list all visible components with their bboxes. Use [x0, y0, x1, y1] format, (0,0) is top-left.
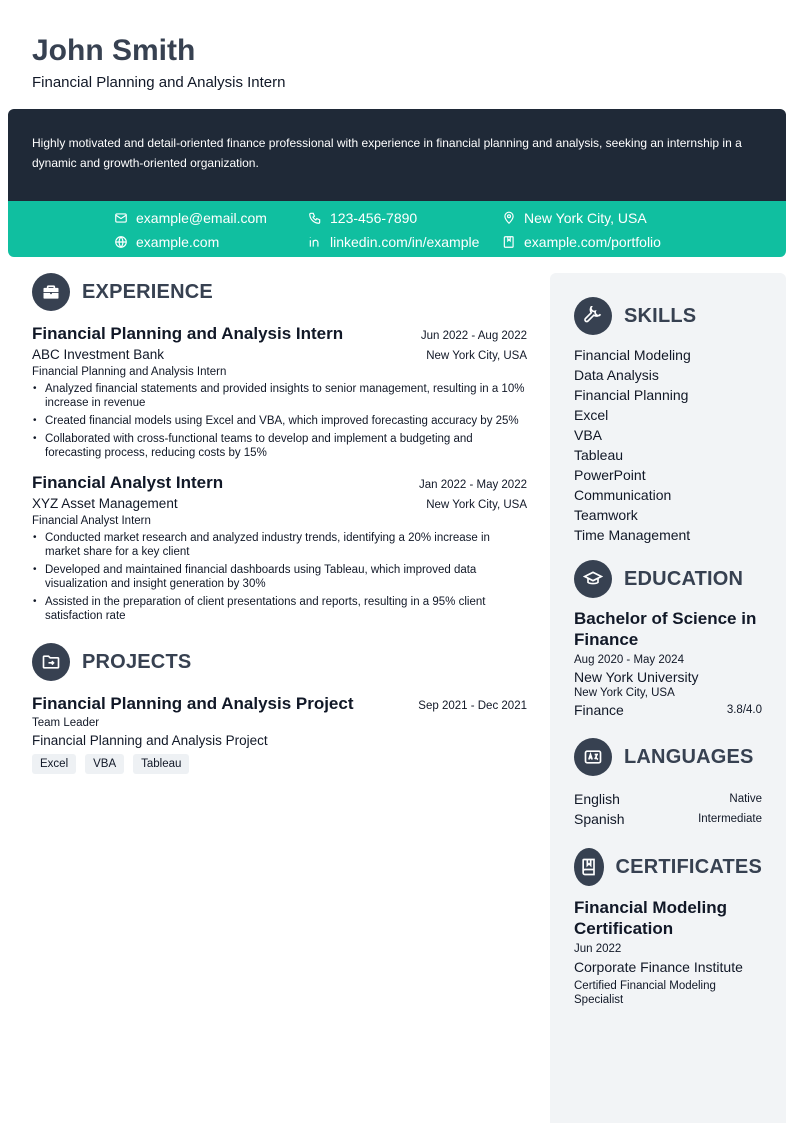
education-degree: Bachelor of Science in Finance [574, 609, 757, 649]
job-bullet: • Collaborated with cross-functional teams to develop and implement a budgeting and forecasting process, reducing costs by 15% [32, 432, 527, 460]
job-role: Financial Planning and Analysis Intern [32, 324, 344, 343]
experience-section-header [32, 273, 527, 311]
certificate-name: Financial Modeling Certification [574, 898, 728, 938]
languages-section-header [574, 738, 762, 776]
language-level: Intermediate [698, 813, 762, 825]
skill-item: PowerPoint [574, 467, 646, 483]
job-subrole: Financial Analyst Intern [32, 515, 151, 527]
education-location: New York City, USA [574, 687, 675, 699]
experience-entry [32, 324, 527, 460]
skill-item: Financial Planning [574, 387, 689, 403]
languages-title: LANGUAGES [624, 745, 754, 768]
skill-item: VBA [574, 427, 603, 443]
book-icon [574, 848, 604, 886]
certificate-date: Jun 2022 [574, 943, 622, 955]
skills-title: SKILLS [624, 304, 697, 327]
projects-title: PROJECTS [82, 650, 192, 673]
job-dates: Jun 2022 - Aug 2022 [420, 330, 527, 342]
language-name: Spanish [574, 811, 625, 827]
certificate-issuer: Corporate Finance Institute [574, 959, 743, 975]
project-tag: Tableau [133, 754, 189, 774]
summary-box [8, 109, 786, 201]
education-dates: Aug 2020 - May 2024 [574, 654, 684, 666]
job-subrole: Financial Planning and Analysis Intern [32, 366, 227, 378]
job-location: New York City, USA [426, 350, 527, 362]
job-bullet: • Analyzed financial statements and provided insights to senior management, resulting in a 10% increase in revenue [32, 382, 527, 410]
project-dates: Sep 2021 - Dec 2021 [418, 700, 527, 712]
contact-email[interactable] [114, 209, 267, 227]
job-bullet: • Created financial models using Excel and VBA, which improved forecasting accuracy by 25% [32, 414, 527, 428]
sidebar [550, 273, 786, 1123]
job-location: New York City, USA [426, 499, 527, 511]
job-company: XYZ Asset Management [32, 496, 178, 511]
experience-entry [32, 473, 527, 623]
certificates-section-header [574, 848, 762, 886]
education-school: New York University [574, 669, 699, 685]
education-field-row [574, 702, 762, 718]
summary-text: Highly motivated and detail-oriented finance professional with experience in financial planning and analysis, seeking an internship in a dynamic and growth-oriented organization. [32, 136, 742, 170]
graduation-cap-icon [574, 560, 612, 598]
candidate-title: Financial Planning and Analysis Intern [32, 74, 286, 91]
education-section-header [574, 560, 762, 598]
skill-item: Financial Modeling [574, 347, 691, 363]
job-bullet: • Conducted market research and analyzed industry trends, identifying a 20% increase in market share for a key client [32, 531, 527, 559]
job-bullets [32, 531, 527, 623]
project-role: Team Leader [32, 717, 100, 729]
language-name: English [574, 791, 620, 807]
certificates-title: CERTIFICATES [615, 855, 762, 878]
project-tags [32, 754, 527, 774]
education-gpa: 3.8/4.0 [726, 704, 762, 716]
contact-linkedin-text: linkedin.com/in/example [330, 234, 480, 250]
candidate-name: John Smith [32, 34, 196, 67]
projects-section-header [32, 643, 527, 681]
contact-email-text: example@email.com [136, 210, 267, 226]
job-company: ABC Investment Bank [32, 347, 165, 362]
portfolio-icon [502, 235, 516, 249]
job-dates: Jan 2022 - May 2022 [418, 479, 527, 491]
mail-icon [114, 211, 128, 225]
education-title: EDUCATION [624, 567, 744, 590]
job-bullet: • Assisted in the preparation of client presentations and reports, resulting in a 95% client satisfaction rate [32, 595, 527, 623]
contact-website-text: example.com [136, 234, 220, 250]
certificate-description: Certified Financial Modeling Specialist [574, 980, 716, 1006]
job-bullet: • Developed and maintained financial dashboards using Tableau, which improved data visualization and insight generation by 30% [32, 563, 527, 591]
project-tag: Excel [32, 754, 76, 774]
contact-phone-text: 123-456-7890 [330, 210, 418, 226]
skill-item: Teamwork [574, 507, 638, 523]
skill-item: Data Analysis [574, 367, 659, 383]
experience-title: EXPERIENCE [82, 280, 213, 303]
language-row [574, 789, 762, 809]
education-field: Finance [574, 702, 624, 718]
skill-item: Excel [574, 407, 609, 423]
phone-icon [308, 211, 322, 225]
contact-portfolio-text: example.com/portfolio [524, 234, 661, 250]
job-bullets [32, 382, 527, 460]
contact-website[interactable] [114, 233, 219, 251]
project-entry [32, 694, 527, 774]
skills-section-header [574, 297, 762, 335]
briefcase-icon [32, 273, 70, 311]
language-level: Native [729, 793, 762, 805]
globe-icon [114, 235, 128, 249]
skills-list [574, 345, 762, 545]
skill-item: Time Management [574, 527, 691, 543]
job-role: Financial Analyst Intern [32, 473, 224, 492]
contact-location-text: New York City, USA [524, 210, 647, 226]
linkedin-icon [308, 235, 322, 249]
project-tag: VBA [85, 754, 124, 774]
skill-item: Tableau [574, 447, 624, 463]
languages-list [574, 789, 762, 829]
contact-bar [8, 201, 786, 257]
wrench-icon [574, 297, 612, 335]
translate-icon [574, 738, 612, 776]
contact-linkedin[interactable] [308, 233, 479, 251]
contact-phone[interactable] [308, 209, 417, 227]
resume-header [32, 32, 286, 91]
contact-location [502, 209, 647, 227]
map-pin-icon [502, 211, 516, 225]
project-name: Financial Planning and Analysis Project [32, 694, 354, 713]
skill-item: Communication [574, 487, 672, 503]
main-column [32, 273, 527, 774]
language-row [574, 809, 762, 829]
folder-icon [32, 643, 70, 681]
project-description: Financial Planning and Analysis Project [32, 733, 268, 748]
contact-portfolio[interactable] [502, 233, 661, 251]
